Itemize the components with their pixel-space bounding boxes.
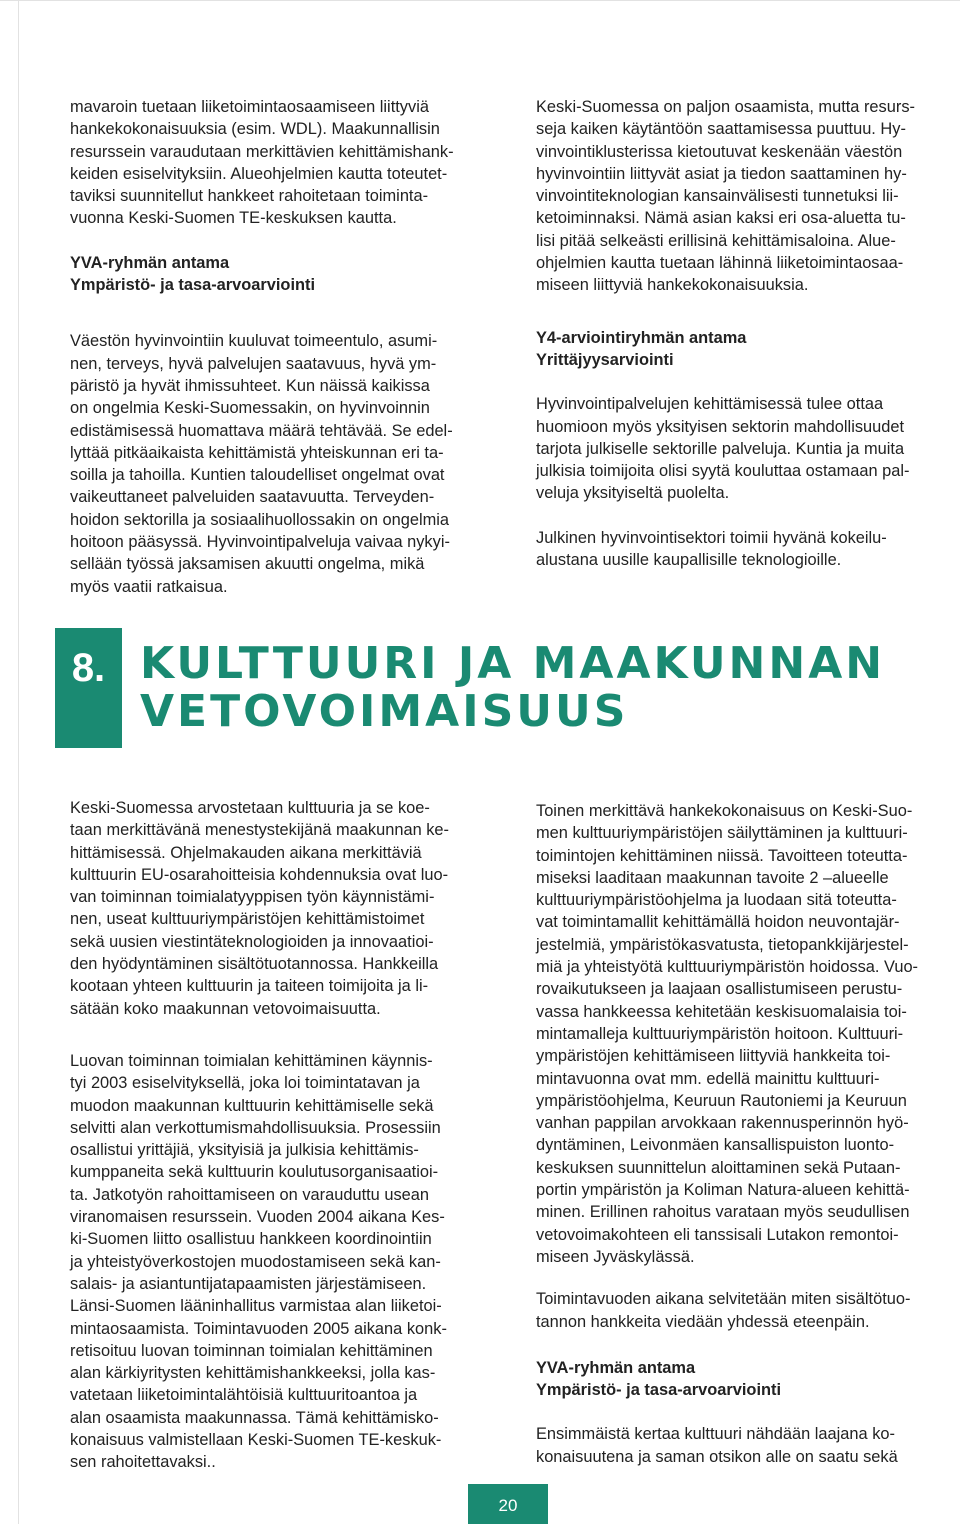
- section-heading: YVA-ryhmän antama: [70, 253, 230, 272]
- text-line: taan merkittävänä menestystekijänä maakunnan ke-: [70, 821, 450, 840]
- text-line: van toiminnan toimialatyyppisen työn käynnistämi-: [70, 888, 435, 907]
- text-line: ja yhteistyöverkostojen muodostamiseen sekä kan-: [70, 1252, 441, 1271]
- text-line: konaisuus valmistellaan Keski-Suomen TE-keskuk-: [70, 1431, 442, 1450]
- text-line: myös vaatii ratkaisua.: [70, 577, 228, 596]
- text-line: muodon maakunnan kulttuurin kehittämiselle sekä: [70, 1096, 434, 1115]
- text-line: päristö ja hyvät ihmissuhteet. Kun näissä kaikissa: [70, 376, 430, 395]
- text-line: vatetaan liiketoimintalähtöisiä kulttuuritoantoa ja: [70, 1386, 418, 1405]
- text-line: Toinen merkittävä hankekokonaisuus on Keski-Suo-: [536, 802, 913, 820]
- body-paragraph: [70, 1050, 500, 1474]
- text-line: julkisia toimijoita olisi syytä kouluttaa ostamaan pal-: [536, 462, 910, 481]
- text-line: alustana uusille kaupallisille teknologioille.: [536, 551, 842, 570]
- text-line: Julkinen hyvinvointisektori toimii hyvänä kokeilu-: [536, 528, 887, 547]
- section-title: [140, 640, 940, 736]
- section-heading: Y4-arviointiryhmän antama: [536, 328, 747, 347]
- text-line: ta. Jatkotyön rahoittamiseen on varauduttu usean: [70, 1185, 430, 1204]
- text-line: ohjelmien kautta tuetaan lähinnä liiketoimintaosaa-: [536, 254, 904, 273]
- text-line: sekä uusien viestintäteknologioiden ja innovaatioi-: [70, 932, 434, 951]
- text-line: nen, useat kulttuuriympäristöjen kehittämistoimet: [70, 910, 425, 929]
- page-number: [468, 1484, 548, 1524]
- text-line: tannon hankkeita viedään yhdessä eteenpäin.: [536, 1312, 870, 1331]
- text-line: minen. Erillinen rahoitus varataan myös seudullisen: [536, 1203, 910, 1222]
- text-line: hankekokonaisuuksia (esim. WDL). Maakunnallisin: [70, 120, 440, 139]
- page-margin-line: [18, 0, 19, 1524]
- text-line: portin ympäristön ja Koliman Natura-alueen kehittä-: [536, 1181, 910, 1200]
- text-line: mintamalleja kulttuuriympäristön hoitoon. Kulttuuri-: [536, 1024, 904, 1043]
- text-line: mavaroin tuetaan liiketoimintaosaamiseen liittyviä: [70, 98, 429, 116]
- text-line: kumppaneita sekä kulttuurin koulutusorganisaatioi-: [70, 1163, 439, 1182]
- text-line: nen, terveys, hyvä palvelujen saatavuus, hyvä ym-: [70, 354, 437, 373]
- text-line: vinvointiteknologian kansainvälisesti tunnetuksi lii-: [536, 187, 899, 206]
- text-line: konaisuutena ja saman otsikon alle on saatu sekä: [536, 1447, 898, 1466]
- text-line: ketoiminnaksi. Nämä asian kaksi eri osa-aluetta tu-: [536, 209, 906, 228]
- section-title-line: KULTTUURI JA MAAKUNNAN: [140, 638, 886, 689]
- text-line: vetovoimakohteen eli tanssisali Lutakon remontoi-: [536, 1225, 899, 1244]
- text-line: men kulttuuriympäristöjen säilyttäminen ja kulttuuri-: [536, 824, 908, 843]
- text-line: kulttuurin EU-osarahoitteisia kohdennuksia ovat luo-: [70, 865, 449, 884]
- text-line: vassa hankkeessa kehitetään keskisuomalaisia toi-: [536, 1002, 907, 1021]
- text-line: osallistui yrittäjiä, yksityisiä ja julkisia kehittämis-: [70, 1141, 419, 1160]
- body-paragraph: [536, 527, 956, 572]
- column-top-right: [536, 96, 956, 571]
- text-line: Keski-Suomessa arvostetaan kulttuuria ja se koe-: [70, 799, 430, 817]
- text-line: Luovan toiminnan toimialan kehittäminen käynnis-: [70, 1051, 433, 1070]
- text-line: Hyvinvointipalvelujen kehittämisessä tulee ottaa: [536, 395, 884, 414]
- text-line: huomioon myös yksityisen sektorin mahdollisuudet: [536, 417, 905, 436]
- text-line: sätään koko maakunnan vetovoimaisuutta.: [70, 999, 381, 1018]
- text-line: Keski-Suomessa on paljon osaamista, mutta resurs-: [536, 98, 915, 116]
- text-line: selvitti alan verkottumismahdollisuuksia. Prosessiin: [70, 1118, 441, 1137]
- text-line: vinvointiklusterissa kietoutuvat keskenään väestön: [536, 142, 903, 161]
- text-line: hoitoon pääsyssä. Hyvinvointipalveluja vaivaa nykyi-: [70, 533, 450, 552]
- text-line: Väestön hyvinvointiin kuuluvat toimeentulo, asumi-: [70, 332, 438, 351]
- text-line: miseen Jyväskylässä.: [536, 1247, 695, 1266]
- text-line: resurssein varaudutaan merkittävien kehittämishank-: [70, 142, 454, 161]
- text-line: vuonna Keski-Suomen TE-keskuksen kautta.: [70, 209, 397, 228]
- text-line: taviksi suunnitellut hankkeet rahoitetaan toiminta-: [70, 187, 429, 206]
- section-heading: YVA-ryhmän antama: [536, 1358, 696, 1377]
- text-line: hyvinvointiin liittyvät asiat ja tiedon saattaminen hy-: [536, 164, 907, 183]
- text-line: miseen liittyviä hankekokonaisuuksia.: [536, 276, 809, 295]
- text-line: on ongelmia Keski-Suomessakin, on hyvinvoinnin: [70, 399, 430, 418]
- column-top-left: [70, 96, 500, 598]
- text-line: sellään työssä jaksamisen akuutti ongelma, mikä: [70, 555, 425, 574]
- text-line: viranomaisen resurssein. Vuoden 2004 aikana Kes-: [70, 1208, 445, 1227]
- text-line: ympäristöohjelma, Keuruun Rautoniemi ja Keuruun: [536, 1091, 907, 1110]
- page-number-label: 20: [498, 1496, 518, 1515]
- text-line: toimintojen kehittäminen niissä. Tavoitteen toteutta-: [536, 846, 908, 865]
- intro-paragraph: [536, 96, 956, 297]
- text-line: seja kaiken käytäntöön saattamisessa puuttuu. Hy-: [536, 120, 906, 139]
- section-title-line: VETOVOIMAISUUS: [140, 686, 629, 737]
- text-line: dyntäminen, Leivonmäen kansallispuiston luonto-: [536, 1136, 895, 1155]
- text-line: vat toimintamallit kehittämällä hoidon neuvontajär-: [536, 913, 900, 932]
- text-line: kulttuuriympäristöohjelma ja luodaan sitä toteutta-: [536, 891, 897, 910]
- intro-paragraph: [70, 96, 500, 230]
- text-line: keskuksen suunnittelun aloittaminen sekä Putaan-: [536, 1158, 901, 1177]
- text-line: Ensimmäistä kertaa kulttuuri nähdään laajana ko-: [536, 1425, 895, 1444]
- text-line: salais- ja asiantuntijatapaamisten järjestämiseen.: [70, 1274, 427, 1293]
- text-line: soilla ja tahoilla. Kuntien taloudelliset ongelmat ovat: [70, 466, 445, 485]
- text-line: kootaan yhteen kulttuurin ja taiteen toimijoita ja li-: [70, 977, 429, 996]
- section-number: 8.: [71, 646, 106, 690]
- text-line: lyttää pitkäaikaista kehittämistä yhteiskunnan eri ta-: [70, 443, 444, 462]
- section-subheading: Ympäristö- ja tasa-arvoarviointi: [70, 276, 316, 295]
- body-paragraph: [536, 1423, 956, 1468]
- body-paragraph: [70, 797, 500, 1020]
- body-paragraph: [536, 1288, 956, 1333]
- text-line: vaikeuttaneet palveluiden saatavuutta. Terveyden-: [70, 488, 435, 507]
- text-line: miä ja yhteistyötä kulttuuriympäristön hoidossa. Vuo-: [536, 958, 919, 977]
- section-subheading: Ympäristö- ja tasa-arvoarviointi: [536, 1381, 782, 1400]
- page-top-line: [0, 0, 960, 1]
- text-line: lisi pitää selkeästi erillisinä kehittämisaloina. Alue-: [536, 231, 896, 250]
- text-line: sen rahoitettavaksi..: [70, 1453, 216, 1472]
- text-line: alan osaamista maakunnassa. Tämä kehittämisko-: [70, 1408, 439, 1427]
- text-line: tyi 2003 esiselvityksellä, joka loi toimintatavan ja: [70, 1074, 420, 1093]
- text-line: veluja yksityiseltä puolelta.: [536, 484, 730, 503]
- text-line: keiden esiselvityksiin. Alueohjelmien kautta toteutet-: [70, 164, 448, 183]
- text-line: jestelmiä, ympäristökasvatusta, tietopankkijärjestel-: [536, 935, 909, 954]
- text-line: rovaikutukseen ja laajaan osallistumiseen perustu-: [536, 980, 903, 999]
- text-line: den hyödyntäminen sisältötuotannossa. Hankkeilla: [70, 955, 439, 974]
- text-line: mintaosaamista. Toimintavuoden 2005 aikana konk-: [70, 1319, 447, 1338]
- text-line: mintavuonna ovat mm. edellä mainittu kulttuuri-: [536, 1069, 880, 1088]
- body-paragraph: [536, 800, 956, 1268]
- text-line: retisoituu luovan toiminnan toimialan kehittäminen: [70, 1341, 433, 1360]
- text-line: ki-Suomen liitto osallistuu hankkeen koordinointiin: [70, 1230, 432, 1249]
- text-line: Toimintavuoden aikana selvitetään miten sisältötuo-: [536, 1290, 911, 1309]
- column-bottom-left: [70, 797, 500, 1474]
- text-line: miseksi laaditaan maakunnan tavoite 2 –alueelle: [536, 868, 889, 887]
- text-line: hoidon sektorilla ja sosiaalihuollossakin on ongelmia: [70, 510, 450, 529]
- text-line: alan kärkiyritysten kehittämishankkeeksi, jolla kas-: [70, 1364, 436, 1383]
- body-paragraph: [536, 393, 956, 504]
- text-line: edistämisessä huomattava määrä tehtävää. Se edel-: [70, 421, 453, 440]
- text-line: ympäristöjen kehittämiseen liittyviä hankkeita toi-: [536, 1047, 891, 1066]
- text-line: hittämisessä. Ohjelmakauden aikana merkittäviä: [70, 843, 422, 862]
- text-line: tarjota julkiselle sektorille palveluja. Kuntia ja muita: [536, 439, 905, 458]
- column-bottom-right: [536, 800, 956, 1468]
- text-line: Länsi-Suomen lääninhallitus varmistaa alan liiketoi-: [70, 1297, 442, 1316]
- text-line: vanhan pappilan arvokkaan rakennusperinnön hyö-: [536, 1114, 909, 1133]
- section-subheading: Yrittäjyysarviointi: [536, 350, 674, 369]
- section-number-box: [55, 628, 122, 748]
- body-paragraph: [70, 330, 500, 598]
